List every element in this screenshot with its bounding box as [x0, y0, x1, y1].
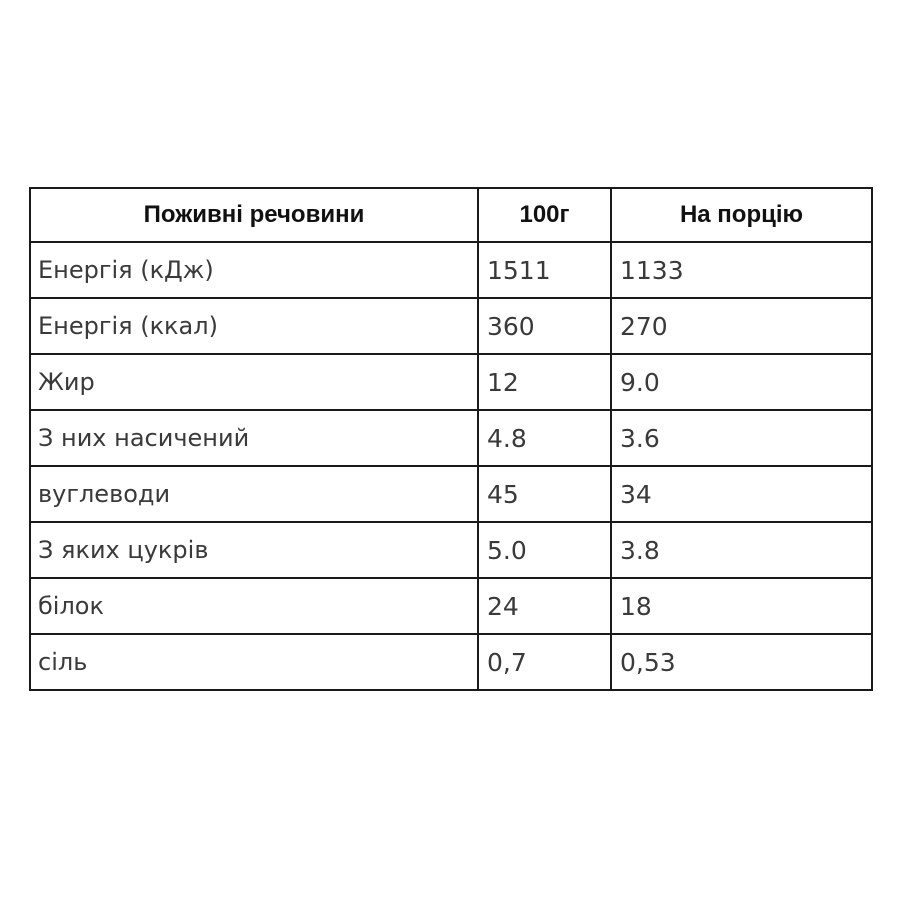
header-nutrients: Поживні речовини [30, 188, 478, 242]
table-row [30, 242, 872, 298]
header-per-serving: На порцію [611, 188, 872, 242]
table-row [30, 466, 872, 522]
value-per-100g: 0,7 [478, 634, 611, 690]
nutrient-name: Енергія (кДж) [30, 242, 478, 298]
nutrition-table [29, 187, 873, 691]
header-row [30, 188, 872, 242]
value-per-100g: 45 [478, 466, 611, 522]
value-per-serving: 34 [611, 466, 872, 522]
value-per-serving: 3.6 [611, 410, 872, 466]
value-per-100g: 360 [478, 298, 611, 354]
value-per-100g: 4.8 [478, 410, 611, 466]
value-per-100g: 24 [478, 578, 611, 634]
table-row [30, 522, 872, 578]
nutrient-name: білок [30, 578, 478, 634]
value-per-100g: 5.0 [478, 522, 611, 578]
table-row [30, 634, 872, 690]
value-per-serving: 270 [611, 298, 872, 354]
value-per-serving: 18 [611, 578, 872, 634]
header-per-100g: 100г [478, 188, 611, 242]
value-per-100g: 12 [478, 354, 611, 410]
nutrient-name: сіль [30, 634, 478, 690]
nutrient-name: З яких цукрів [30, 522, 478, 578]
value-per-serving: 9.0 [611, 354, 872, 410]
table-row [30, 410, 872, 466]
nutrient-name: З них насичений [30, 410, 478, 466]
table-row [30, 298, 872, 354]
table-row [30, 578, 872, 634]
table-row [30, 354, 872, 410]
value-per-serving: 3.8 [611, 522, 872, 578]
value-per-100g: 1511 [478, 242, 611, 298]
nutrient-name: вуглеводи [30, 466, 478, 522]
value-per-serving: 0,53 [611, 634, 872, 690]
nutrient-name: Енергія (ккал) [30, 298, 478, 354]
nutrient-name: Жир [30, 354, 478, 410]
value-per-serving: 1133 [611, 242, 872, 298]
